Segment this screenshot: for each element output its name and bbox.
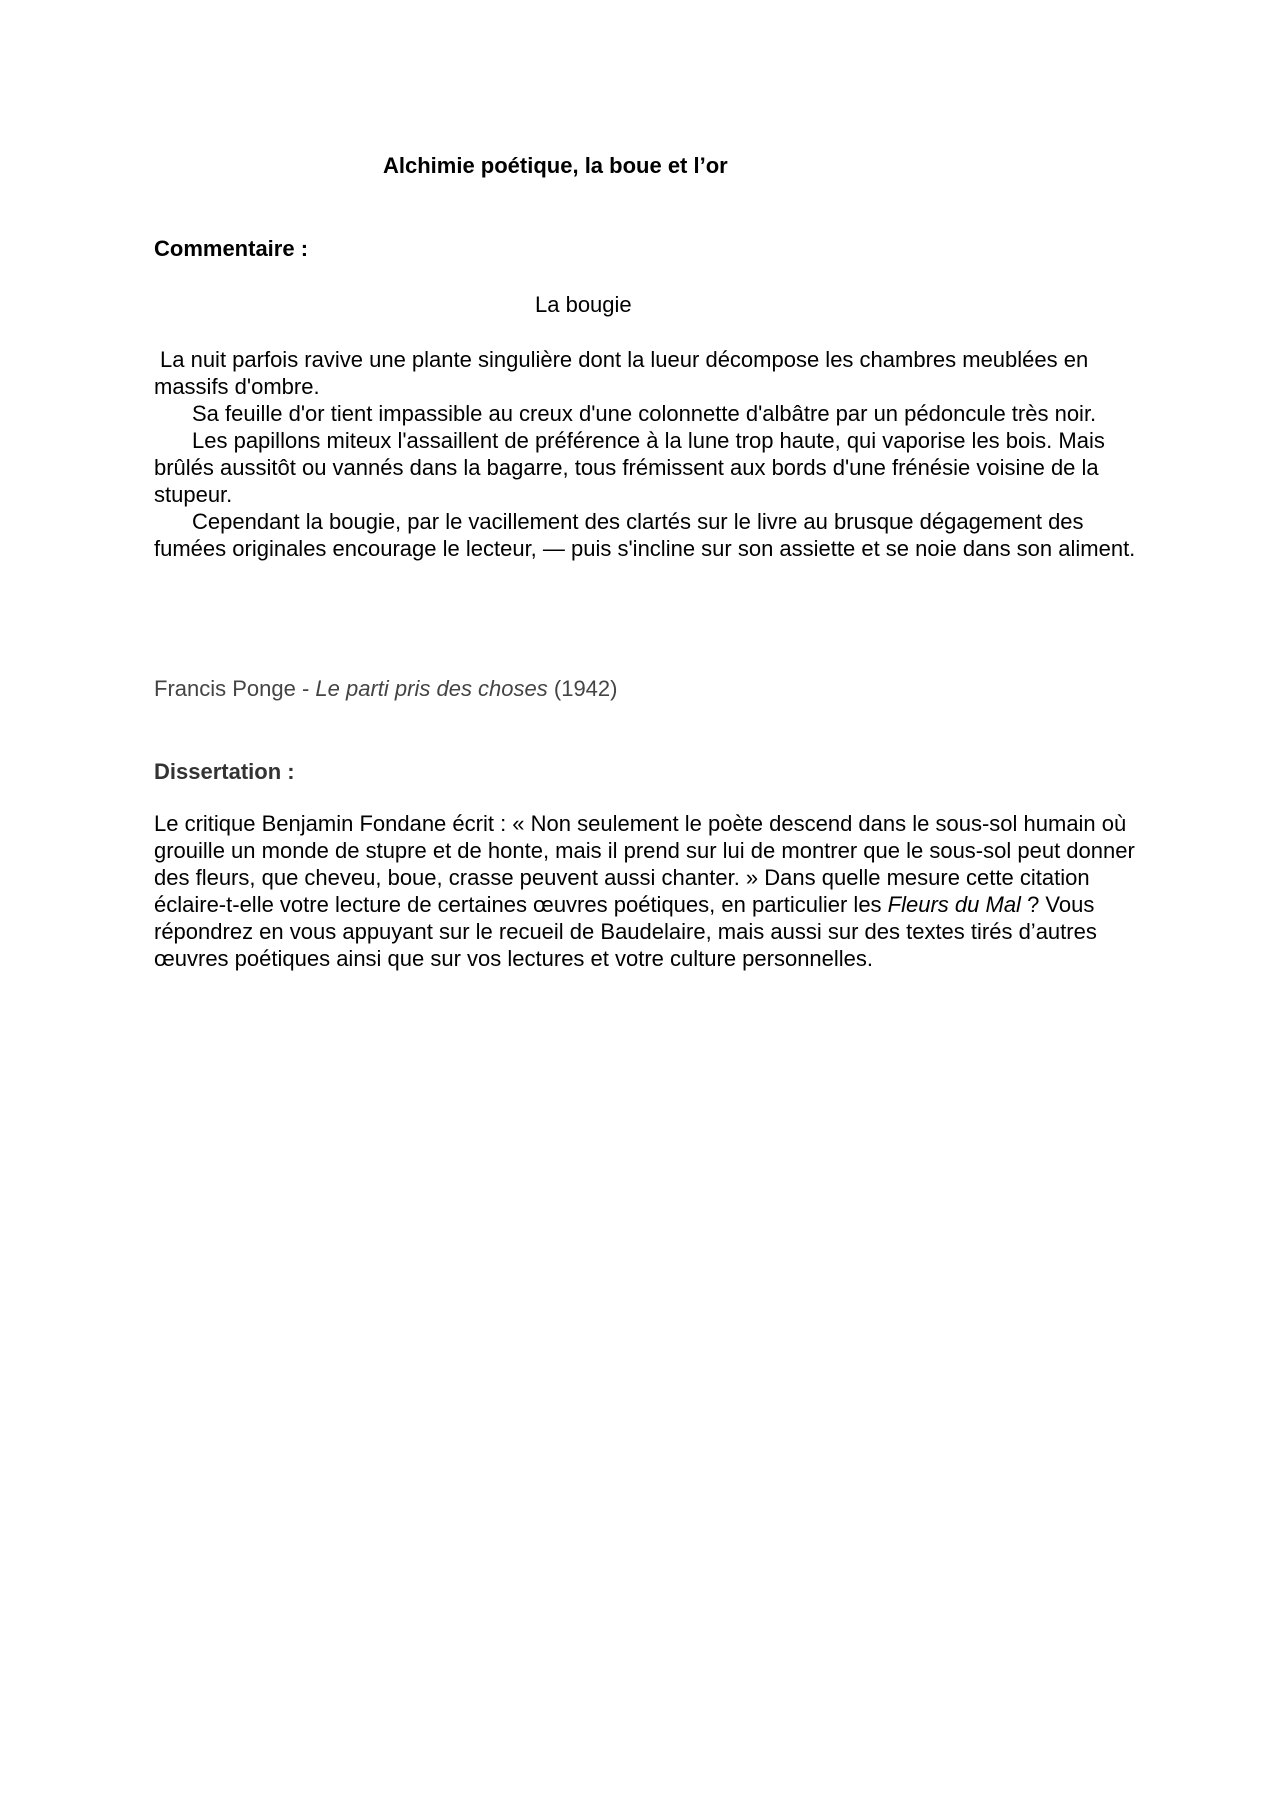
poem-paragraph: Cependant la bougie, par le vacillement des clartés sur le livre au brusque dégagement des fumées originales encourage le lecteur, — puis s'incline sur son assiette et se noie dans son aliment. (154, 509, 1136, 561)
attribution-year: (1942) (547, 676, 618, 701)
attribution-separator: - (295, 676, 316, 701)
dissertation-heading: Dissertation : (154, 759, 295, 784)
attribution-author: Francis Ponge (154, 676, 296, 701)
poem-text (154, 346, 1144, 562)
commentaire-heading: Commentaire : (154, 236, 309, 261)
dissertation-text-after: ? Vous répondrez en vous appuyant sur le recueil de Baudelaire, mais aussi sur des textes tirés d’autres œuvres poétiques ainsi que sur vos lectures et votre culture personnelles. (154, 892, 1097, 971)
dissertation-text-before: Le critique Benjamin Fondane écrit : « Non seulement le poète descend dans le sous-sol humain où grouille un monde de stupre et de honte, mais il prend sur lui de montrer que le sous-sol peut donner des fleurs, que cheveu, boue, crasse peuvent aussi chanter. » Dans quelle mesure cette citation éclaire-t-elle votre lecture de certaines œuvres poétiques, en particulier les (154, 811, 1135, 917)
poem-paragraph: La nuit parfois ravive une plante singulière dont la lueur décompose les chambres meublées en massifs d'ombre. (154, 347, 1089, 399)
poem-title: La bougie (535, 292, 632, 317)
poem-attribution (154, 676, 617, 702)
attribution-work: Le parti pris des choses (315, 676, 548, 701)
dissertation-book-title: Fleurs du Mal (887, 892, 1021, 917)
poem-paragraph: Les papillons miteux l'assaillent de préférence à la lune trop haute, qui vaporise les bois. Mais brûlés aussitôt ou vannés dans la bagarre, tous frémissent aux bords d'une frénésie voisine de la stupeur. (154, 428, 1105, 507)
dissertation-text (154, 810, 1144, 972)
poem-paragraph: Sa feuille d'or tient impassible au creux d'une colonnette d'albâtre par un pédoncule très noir. (192, 401, 1097, 426)
page-title: Alchimie poétique, la boue et l’or (383, 153, 728, 178)
